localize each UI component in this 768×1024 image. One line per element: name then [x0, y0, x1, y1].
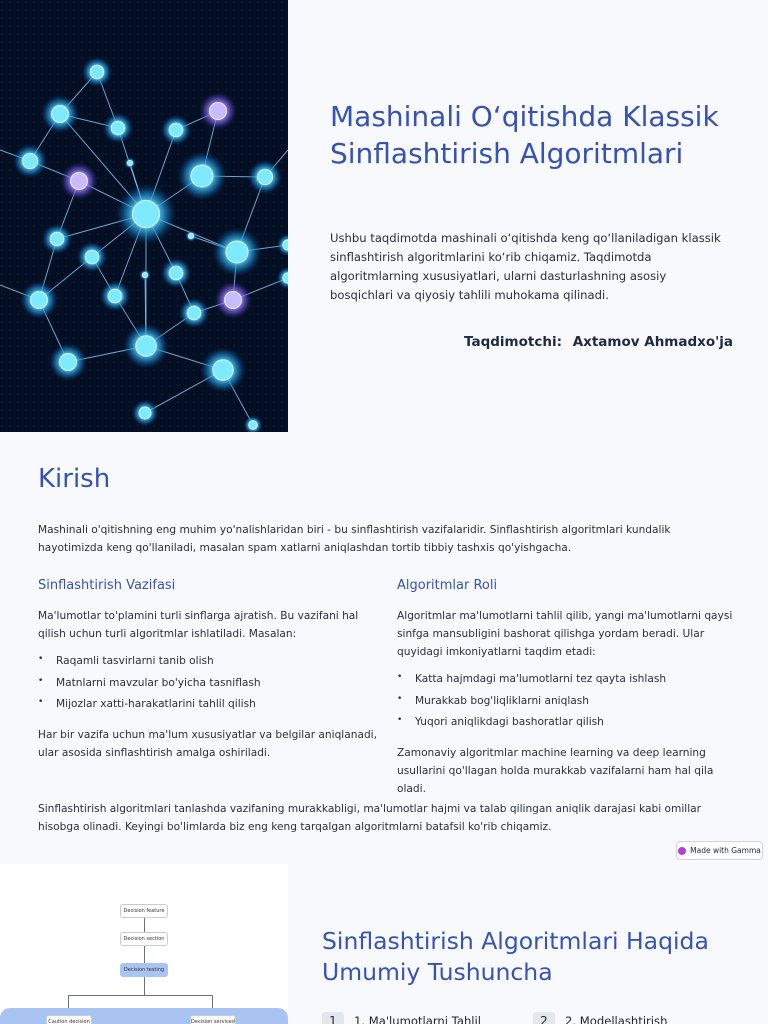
flow-node: Caution decision [46, 1015, 92, 1024]
network-node [191, 165, 213, 187]
list-item: • Raqamli tasvirlarni tanib olish [38, 651, 378, 673]
neural-network-graphic [0, 0, 288, 432]
column-text: Har bir vazifa uchun ma'lum xususiyatlar va belgilar aniqlanadi, ular asosida sinflashtirish amalga oshiriladi. [38, 728, 377, 759]
flow-connector [144, 918, 145, 932]
bullet-list [397, 669, 737, 734]
slide-introduction [0, 432, 768, 864]
network-node [50, 232, 64, 246]
flow-connector [68, 995, 213, 996]
flow-node: Decision testing [120, 963, 168, 977]
network-node [142, 272, 147, 277]
step-number: 2 [533, 1012, 555, 1024]
column-text: Ma'lumotlar to'plamini turli sinflarga ajratish. Bu vazifani hal qilish uchun turli algoritmlar ishlatiladi. Masalan: [38, 610, 359, 640]
column-heading: Sinflashtirish Vazifasi [38, 578, 176, 593]
step-number: 1 [322, 1012, 344, 1024]
list-item: • Mijozlar xatti-harakatlarini tahlil qilish [38, 694, 378, 716]
network-node [169, 123, 183, 137]
presenter-label: Taqdimotchi: [464, 334, 562, 350]
list-item: • Yuqori aniqlikdagi bashoratlar qilish [397, 712, 737, 734]
flow-node: Decision section [120, 932, 168, 946]
network-node [52, 106, 69, 123]
network-node [85, 250, 99, 264]
network-illustration [0, 0, 288, 432]
presenter-line [380, 334, 733, 350]
slide-title [0, 0, 768, 432]
step-item [533, 1012, 667, 1024]
network-node [188, 233, 193, 238]
badge-label: Made with Gamma [690, 846, 761, 855]
network-node [71, 173, 88, 190]
step-label: 2. Modellashtirish [565, 1014, 668, 1024]
list-item: • Matnlarni mavzular bo'yicha tasniflash [38, 673, 378, 695]
column-text: Algoritmlar ma'lumotlarni tahlil qilib, yangi ma'lumotlarni qaysi sinfga mansubligini bashorat qilishga yordam beradi. Ular quyidagi imkoniyatlarni taqdim etadi: [397, 610, 733, 658]
network-node [60, 354, 77, 371]
network-node [257, 169, 272, 184]
network-node [127, 160, 132, 165]
network-node [139, 407, 151, 419]
flow-connector [144, 977, 145, 995]
list-item: • Katta hajmdagi ma'lumotlarni tez qayta ishlash [397, 669, 737, 691]
network-node [31, 292, 48, 309]
network-node [226, 241, 248, 263]
decision-flow-illustration [0, 864, 288, 1024]
presenter-name: Axtamov Ahmadxo'ja [572, 334, 733, 350]
column-algorithms-role [397, 578, 737, 798]
bullet-list [38, 651, 378, 716]
list-item: • Murakkab bog'liqliklarni aniqlash [397, 691, 737, 713]
network-node [132, 200, 159, 227]
slide-heading: Sinflashtirish Algoritmlari Haqida Umumiy Tushuncha [322, 927, 709, 986]
step-label: 1. Ma'lumotlarni Tahlil [354, 1014, 481, 1024]
network-node [111, 121, 125, 135]
flow-node: Decision serviced [190, 1015, 236, 1024]
presentation-description: Ushbu taqdimotda mashinali o‘qitishda keng qo‘llaniladigan klassik sinflashtirish algoritmlarini ko‘rib chiqamiz. Taqdimotda algoritmlarning xususiyatlari, ularni dasturlashning asosiy bosqichlari va qiyosiy tahlili muhokama qilinadi. [330, 231, 721, 302]
network-node [90, 65, 104, 79]
network-node [136, 336, 156, 356]
slide-heading: Kirish [38, 464, 111, 494]
network-node [22, 153, 37, 168]
network-node [213, 360, 233, 380]
column-heading: Algoritmlar Roli [397, 578, 498, 593]
presentation-title: Mashinali O‘qitishda Klassik Sinflashtirish Algoritmlari [330, 100, 719, 170]
made-with-gamma-badge[interactable] [676, 841, 763, 860]
slide-overview [0, 864, 768, 1024]
network-node [187, 306, 201, 320]
network-node [210, 103, 227, 120]
network-node [225, 292, 242, 309]
column-text: Zamonaviy algoritmlar machine learning va deep learning usullarini qo'llagan holda murakkab vazifalarni ham hal qila oladi. [397, 746, 714, 795]
network-node [169, 266, 183, 280]
network-node [108, 289, 122, 303]
step-item [322, 1012, 481, 1024]
intro-paragraph: Mashinali o'qitishning eng muhim yo'nalishlaridan biri - bu sinflashtirish vazifalaridir. Sinflashtirish algoritmlari kundalik hayotimizda keng qo'llaniladi, masalan spam xatlarni aniqlashdan tortib tibbiy tashxis qo'yishgacha. [38, 524, 671, 554]
flow-base-band [0, 1008, 288, 1024]
column-classification-task [38, 578, 378, 762]
network-node [249, 421, 258, 430]
gamma-logo-icon [678, 847, 686, 855]
flow-node: Decision feature [120, 904, 168, 918]
outro-paragraph: Sinflashtirish algoritmlari tanlashda vazifaning murakkabligi, ma'lumotlar hajmi va talab qilingan aniqlik darajasi kabi omillar hisobga olinadi. Keyingi bo'limlarda biz eng keng tarqalgan algoritmlarni batafsil ko'rib chiqamiz. [38, 803, 702, 833]
flow-connector [144, 946, 145, 963]
